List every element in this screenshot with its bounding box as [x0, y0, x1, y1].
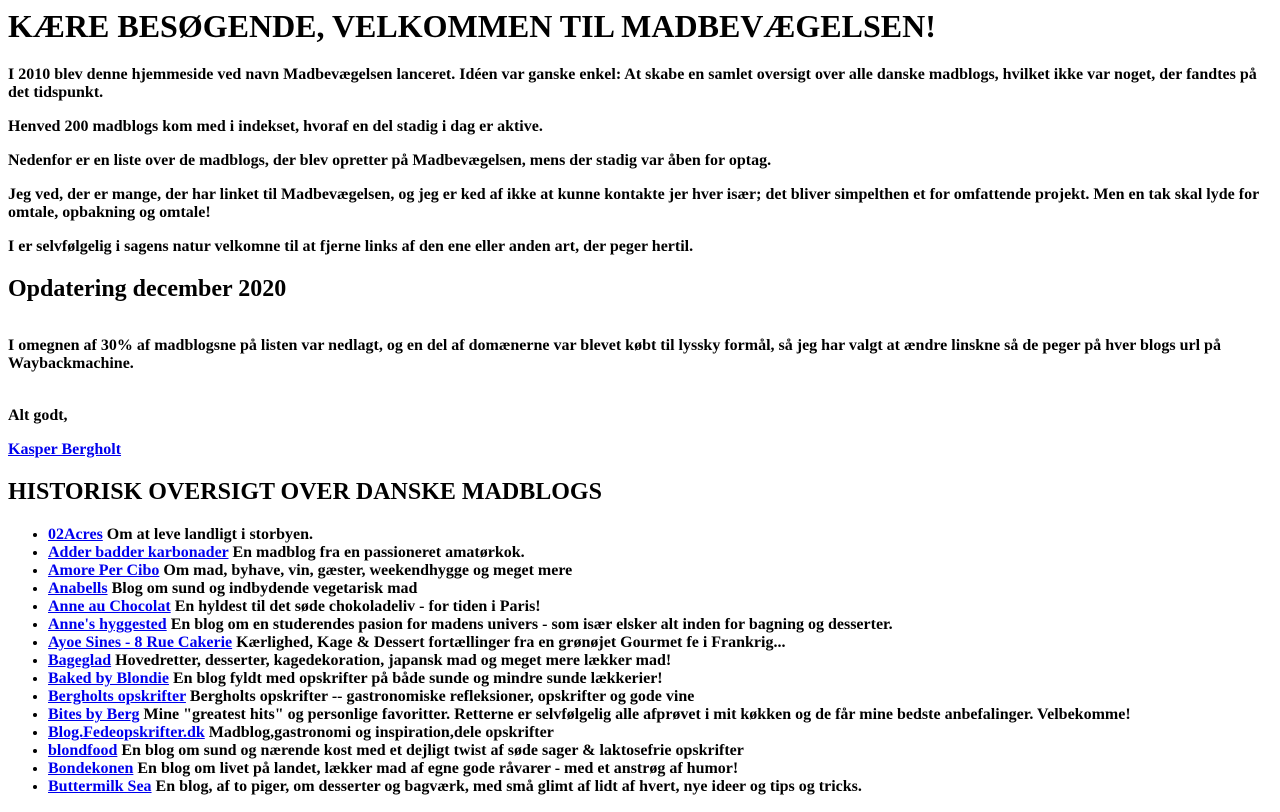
signoff-text: Alt godt,	[8, 407, 68, 424]
blog-link[interactable]: Amore Per Cibo	[48, 562, 160, 579]
blog-link[interactable]: 02Acres	[48, 526, 103, 543]
blog-list-item	[48, 670, 1272, 688]
blog-list-item	[48, 742, 1272, 760]
blog-list-item	[48, 544, 1272, 562]
blog-link[interactable]: Blog.Fedeopskrifter.dk	[48, 724, 205, 741]
update-paragraph: I omegnen af 30% af madblogsne på listen var nedlagt, og en del af domænerne var blevet købt til lyssky formål, så jeg har valgt at ændre linskne så de peger på hver blogs url på Waybackmachine.	[8, 337, 1221, 372]
intro-paragraph-2: Henved 200 madblogs kom med i indekset, hvoraf en del stadig i dag er aktive.	[8, 118, 543, 135]
intro-paragraph-5: I er selvfølgelig i sagens natur velkomne til at fjerne links af den ene eller anden art, der peger hertil.	[8, 238, 694, 255]
blog-link[interactable]: Bites by Berg	[48, 706, 140, 723]
blog-description: En blog om en studerendes pasion for madens univers - som især elsker alt inden for bagning og desserter.	[170, 616, 893, 633]
blog-list-item	[48, 562, 1272, 580]
blog-link[interactable]: Adder badder karbonader	[48, 544, 229, 561]
blog-description: Om mad, byhave, vin, gæster, weekendhygge og meget mere	[163, 562, 573, 579]
update-heading: Opdatering december 2020	[8, 276, 287, 302]
blog-link[interactable]: Bergholts opskrifter	[48, 688, 186, 705]
blog-list-item	[48, 580, 1272, 598]
blog-description: Madblog,gastronomi og inspiration,dele opskrifter	[208, 724, 554, 741]
intro-paragraph-1: I 2010 blev denne hjemmeside ved navn Madbevægelsen lanceret. Idéen var ganske enkel: At skabe en samlet oversigt over alle danske madblogs, hvilket ikke var noget, der fandtes på det tidspunkt.	[8, 66, 1257, 101]
blog-description: En blog fyldt med opskrifter på både sunde og mindre sunde lækkerier!	[172, 670, 663, 687]
blog-link[interactable]: Baked by Blondie	[48, 670, 169, 687]
blog-link[interactable]: Anabells	[48, 580, 108, 597]
blog-list-item	[48, 778, 1272, 796]
blog-link[interactable]: Ayoe Sines - 8 Rue Cakerie	[48, 634, 233, 651]
signature-line	[8, 441, 1272, 459]
blog-list-item	[48, 688, 1272, 706]
blog-link[interactable]: Anne's hyggested	[48, 616, 167, 633]
blog-list-item	[48, 706, 1272, 724]
blog-link[interactable]: Bageglad	[48, 652, 112, 669]
blog-list-item	[48, 616, 1272, 634]
blog-list-item	[48, 724, 1272, 742]
blog-description: Bergholts opskrifter -- gastronomiske refleksioner, opskrifter og gode vine	[189, 688, 695, 705]
blog-list	[8, 526, 1272, 796]
blog-list-item	[48, 598, 1272, 616]
blog-description: Mine "greatest hits" og personlige favoritter. Retterne er selvfølgelig alle afprøvet i mit køkken og de får mine bedste anbefalinger. Velbekomme!	[143, 706, 1131, 723]
blog-list-heading: HISTORISK OVERSIGT OVER DANSKE MADBLOGS	[8, 479, 602, 505]
blog-description: Blog om sund og indbydende vegetarisk mad	[111, 580, 418, 597]
blog-link[interactable]: Buttermilk Sea	[48, 778, 152, 795]
blog-description: En hyldest til det søde chokoladeliv - for tiden i Paris!	[174, 598, 541, 615]
blog-link[interactable]: blondfood	[48, 742, 118, 759]
blog-description: En blog om sund og nærende kost med et dejligt twist af søde sager & laktosefrie opskrifter	[121, 742, 744, 759]
blog-description: En blog, af to piger, om desserter og bagværk, med små glimt af lidt af hvert, nye ideer og tips og tricks.	[155, 778, 862, 795]
blog-description: Om at leve landligt i storbyen.	[106, 526, 314, 543]
blog-description: Hovedretter, desserter, kagedekoration, japansk mad og meget mere lækker mad!	[115, 652, 672, 669]
intro-paragraph-3: Nedenfor er en liste over de madblogs, der blev opretter på Madbevægelsen, mens der stadig var åben for optag.	[8, 152, 772, 169]
blog-list-item	[48, 634, 1272, 652]
blog-description: En blog om livet på landet, lækker mad af egne gode råvarer - med et anstrøg af humor!	[137, 760, 739, 777]
intro-paragraph-4: Jeg ved, der er mange, der har linket til Madbevægelsen, og jeg er ked af ikke at kunne kontakte jer hver især; det bliver simpelthen et for omfattende projekt. Men en tak skal lyde for omtale, opbakning og omtale!	[8, 186, 1259, 221]
blog-list-item	[48, 652, 1272, 670]
blog-list-item	[48, 526, 1272, 544]
signature-link[interactable]: Kasper Bergholt	[8, 441, 122, 458]
blog-link[interactable]: Anne au Chocolat	[48, 598, 171, 615]
blog-description: Kærlighed, Kage & Dessert fortællinger fra en grønøjet Gourmet fe i Frankrig...	[236, 634, 786, 651]
blog-list-item	[48, 760, 1272, 778]
blog-link[interactable]: Bondekonen	[48, 760, 134, 777]
page-title: KÆRE BESØGENDE, VELKOMMEN TIL MADBEVÆGELSEN!	[8, 8, 936, 44]
blog-description: En madblog fra en passioneret amatørkok.	[232, 544, 525, 561]
